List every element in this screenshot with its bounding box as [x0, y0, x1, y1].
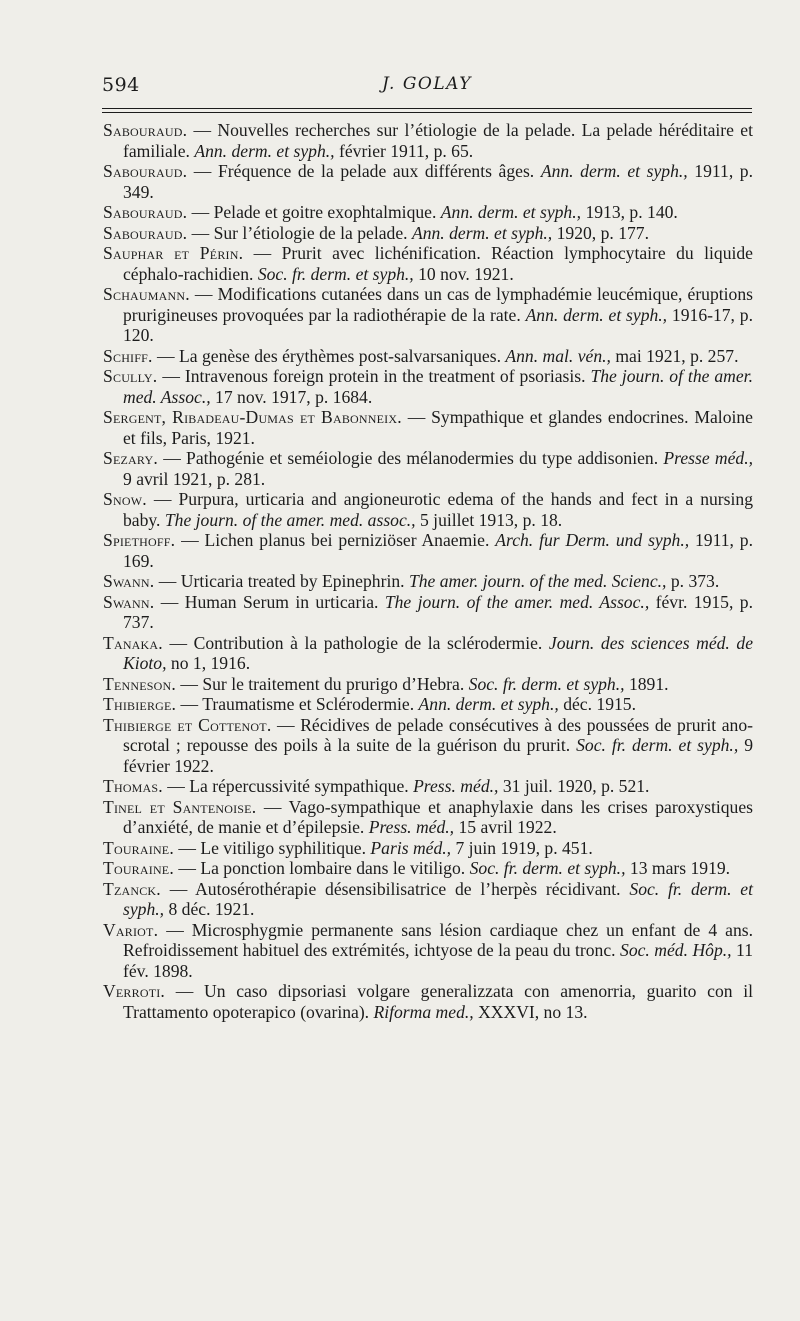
entry-title: — Modifications cutanées dans un cas de lymphadémie leucémique, éruptions prurigineuses provoquées par la radiothérapie de la rate. [123, 284, 753, 325]
entry-title: — Autosérothérapie désensibilisatrice de l’herpès récidivant. [169, 878, 621, 899]
entry-author: Verroti. [103, 981, 166, 1001]
entry-citation: 7 juin 1919, p. 451. [455, 837, 593, 858]
entry-title: — Nouvelles recherches sur l’étiologie de la pelade. La pelade héréditaire et familiale. [123, 120, 753, 161]
entry-citation: 1911, p. 169. [123, 530, 753, 571]
bibliography-entry [103, 571, 753, 592]
bibliography-list [103, 120, 753, 1022]
bibliography-entry [103, 858, 753, 879]
entry-author: Tinel et Santenoise. [103, 796, 257, 817]
entry-source: Ann. derm. et syph., [194, 140, 335, 161]
entry-citation: 9 février 1922. [123, 735, 753, 776]
entry-author: Touraine. [103, 837, 174, 858]
entry-source: Riforma med., [373, 1001, 474, 1022]
page-number: 594 [102, 74, 140, 96]
bibliography-entry [103, 243, 753, 284]
entry-author: Tzanck. [103, 878, 161, 899]
bibliography-entry [103, 346, 753, 367]
entry-author: Variot. [103, 919, 159, 940]
entry-title: — Microsphygmie permanente sans lésion cardiaque chez un enfant de 4 ans. Refroidissement habituel des extrémités, ichtyose de la peau du tronc. [123, 919, 753, 960]
entry-title: — Contribution à la pathologie de la sclérodermie. [169, 632, 543, 653]
entry-author: Swann. [103, 591, 155, 612]
entry-citation: 11 fév. 1898. [123, 940, 753, 981]
entry-author: Tanaka. [103, 632, 163, 653]
entry-source: The journ. of the amer. med. assoc., [164, 509, 416, 530]
bibliography-entry [103, 797, 753, 838]
entry-source: Soc. fr. derm. et syph., [576, 735, 739, 755]
entry-source: Press. méd., [413, 776, 499, 796]
entry-title: — Lichen planus bei perniziöser Anaemie. [181, 530, 490, 550]
entry-citation: 1891. [628, 673, 669, 694]
entry-title: — Vago-sympathique et anaphylaxie dans les crises paroxystiques d’anxiété, de manie et d’épilepsie. [123, 796, 753, 837]
entry-author: Snow. [103, 489, 147, 509]
entry-source: The journ. of the amer. med. Assoc., [123, 366, 753, 407]
entry-title: — Sur l’étiologie de la pelade. [191, 222, 408, 243]
entry-citation: 1920, p. 177. [556, 222, 649, 243]
entry-title: — Human Serum in urticaria. [160, 591, 379, 612]
entry-citation: 31 juil. 1920, p. 521. [502, 776, 650, 796]
bibliography-entry [103, 694, 753, 715]
entry-title: — Pelade et goitre exophtalmique. [191, 202, 437, 222]
entry-citation: 8 déc. 1921. [168, 899, 255, 919]
entry-source: Ann. derm. et syph., [540, 161, 688, 181]
bibliography-entry [103, 633, 753, 674]
entry-citation: no 1, 1916. [170, 653, 251, 673]
entry-source: Soc. fr. derm. et syph., [468, 673, 625, 694]
entry-citation: février 1911, p. 65. [338, 140, 474, 161]
entry-citation: déc. 1915. [563, 694, 636, 714]
entry-author: Tenneson. [103, 673, 176, 694]
entry-source: Ann. derm. et syph., [411, 222, 553, 243]
entry-source: Ann. derm. et syph., [418, 694, 559, 714]
entry-author: Sabouraud. [103, 222, 188, 243]
entry-citation: 13 mars 1919. [629, 858, 731, 878]
bibliography-entry [103, 674, 753, 695]
entry-author: Schiff. [103, 345, 153, 366]
entry-citation: 5 juillet 1913, p. 18. [419, 509, 563, 530]
bibliography-entry [103, 407, 753, 448]
entry-source: Soc. méd. Hôp., [620, 940, 732, 960]
entry-citation: 9 avril 1921, p. 281. [123, 468, 266, 489]
bibliography-entry [103, 879, 753, 920]
entry-title: — Intravenous foreign protein in the treatment of psoriasis. [162, 366, 586, 386]
entry-citation: 17 nov. 1917, p. 1684. [215, 386, 373, 407]
entry-source: Soc. fr. derm. et syph., [257, 263, 414, 284]
entry-citation: 1913, p. 140. [585, 202, 678, 222]
entry-author: Touraine. [103, 858, 174, 878]
entry-source: Press. méd., [368, 817, 455, 837]
entry-author: Spiethoff. [103, 530, 176, 550]
entry-author: Scully. [103, 366, 158, 386]
bibliography-entry [103, 592, 753, 633]
entry-title: — Traumatisme et Sclérodermie. [180, 694, 415, 714]
entry-author: Thibierge et Cottenot. [103, 714, 272, 735]
bibliography-entry [103, 366, 753, 407]
entry-author: Sabouraud. [103, 202, 188, 222]
entry-citation: 1911, p. 349. [123, 161, 754, 202]
entry-title: — La genèse des érythèmes post-salvarsaniques. [157, 345, 501, 366]
bibliography-entry [103, 202, 753, 223]
entry-source: Presse méd., [663, 448, 754, 468]
entry-title: — Sympathique et glandes endocrines. Maloine et fils, Paris, 1921. [123, 407, 753, 448]
entry-title: — Fréquence de la pelade aux différents âges. [193, 161, 535, 181]
bibliography-entry [103, 920, 753, 982]
entry-citation: XXXVI, no 13. [478, 1001, 588, 1022]
entry-title: — La ponction lombaire dans le vitiligo. [178, 858, 466, 878]
running-title: J. GOLAY [382, 74, 472, 94]
entry-author: Schaumann. [103, 284, 190, 304]
entry-title: — Le vitiligo syphilitique. [178, 837, 367, 858]
entry-title: — Pathogénie et seméiologie des mélanodermies du type addisonien. [163, 448, 659, 468]
bibliography-entry [103, 489, 753, 530]
entry-title: — Récidives de pelade consécutives à des poussées de prurit ano-scrotal ; repousse des poils à la suite de la guérison du prurit. [123, 714, 753, 755]
entry-source: Paris méd., [370, 837, 452, 858]
bibliography-entry [103, 161, 753, 202]
entry-author: Sezary. [103, 448, 158, 468]
entry-citation: p. 373. [670, 571, 720, 591]
bibliography-entry [103, 838, 753, 859]
entry-source: Soc. fr. derm. et syph., [469, 858, 626, 878]
entry-citation: févr. 1915, p. 737. [123, 591, 753, 632]
bibliography-entry [103, 448, 753, 489]
page-header [102, 74, 752, 102]
entry-title: — Urticaria treated by Epinephrin. [158, 571, 405, 591]
entry-title: — Prurit avec lichénification. Réaction lymphocytaire du liquide céphalo-rachidien. [123, 243, 753, 284]
entry-source: The amer. journ. of the med. Scienc., [408, 571, 667, 591]
entry-citation: 15 avril 1922. [458, 817, 557, 837]
bibliography-entry [103, 120, 753, 161]
entry-source: Ann. derm. et syph., [525, 304, 668, 325]
entry-citation: mai 1921, p. 257. [615, 345, 739, 366]
entry-source: Ann. mal. vén., [505, 345, 611, 366]
entry-title: — Purpura, urticaria and angioneurotic edema of the hands and fect in a nursing baby. [123, 489, 753, 530]
entry-source: Arch. fur Derm. und syph., [495, 530, 690, 550]
entry-title: — Sur le traitement du prurigo d’Hebra. [180, 673, 465, 694]
entry-source: Ann. derm. et syph., [440, 202, 582, 222]
bibliography-entry [103, 715, 753, 777]
entry-author: Sergent, Ribadeau-Dumas et Babonneix. [103, 407, 402, 427]
bibliography-entry [103, 776, 753, 797]
bibliography-entry [103, 223, 753, 244]
entry-author: Thomas. [103, 776, 163, 796]
entry-source: Journ. des sciences méd. de Kioto, [123, 632, 753, 673]
entry-title: — La répercussivité sympathique. [167, 776, 409, 796]
header-rule-thin [102, 112, 752, 113]
bibliography-entry [103, 981, 753, 1022]
entry-citation: 1916-17, p. 120. [123, 304, 753, 345]
entry-author: Thibierge. [103, 694, 177, 714]
entry-source: Soc. fr. derm. et syph., [123, 878, 753, 919]
entry-author: Sabouraud. [103, 120, 188, 140]
entry-citation: 10 nov. 1921. [418, 263, 514, 284]
bibliography-entry [103, 530, 753, 571]
entry-source: The journ. of the amer. med. Assoc., [384, 591, 650, 612]
entry-author: Sabouraud. [103, 161, 188, 181]
header-rule [102, 108, 752, 109]
entry-author: Swann. [103, 571, 155, 591]
bibliography-entry [103, 284, 753, 346]
entry-author: Sauphar et Périn. [103, 243, 244, 263]
entry-title: — Un caso dipsoriasi volgare generalizzata con amenorria, guarito con il Trattamento opoterapico (ovarina). [123, 981, 753, 1022]
